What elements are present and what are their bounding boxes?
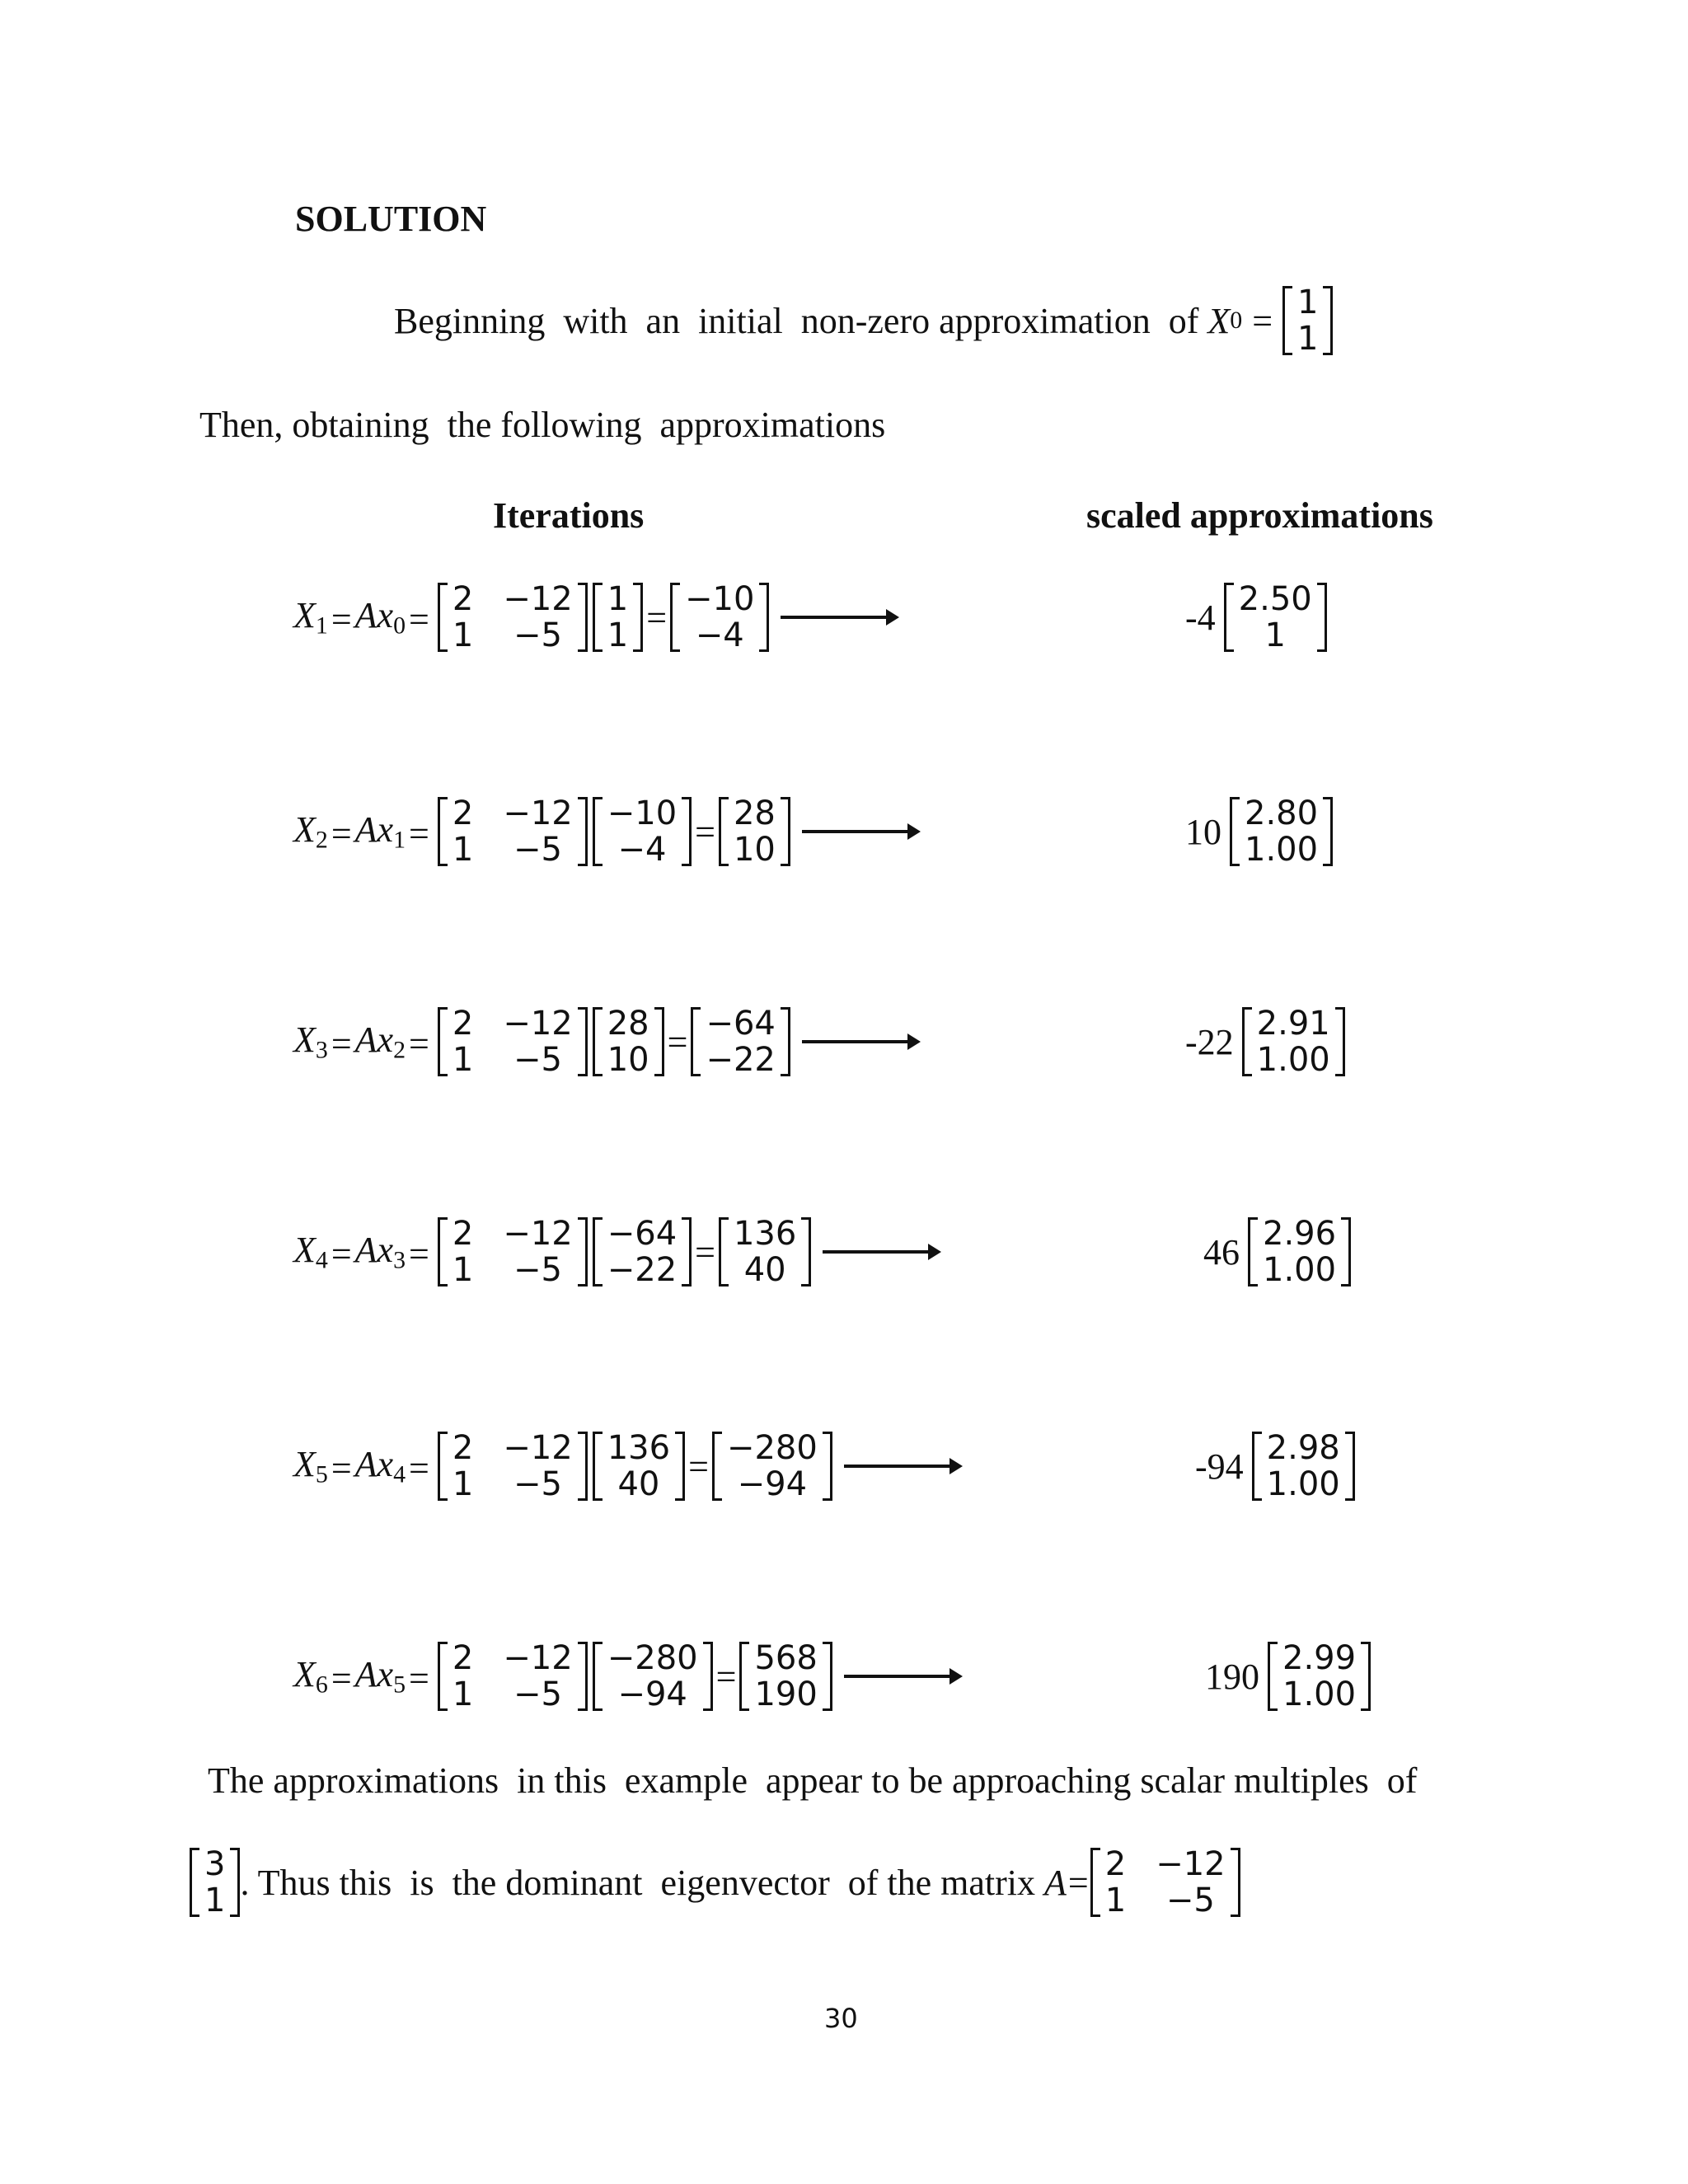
input-vector [593,795,692,868]
conclusion-line-2 [190,1846,1240,1919]
matrix-entry: 2 [452,1215,474,1253]
vector-entry: 1.00 [1256,1041,1330,1079]
lhs-var: X [293,1654,316,1695]
mid-sub: 3 [393,1246,406,1274]
iteration-lhs [293,1653,433,1699]
matrix-entry: −5 [513,616,562,654]
matrix-entry: 1 [452,1675,474,1713]
scale-factor: -94 [1195,1446,1244,1487]
result-vector [670,581,769,654]
lhs-var: X [293,1444,316,1485]
equals-sign: = [331,1447,352,1488]
lhs-var: X [293,1019,316,1061]
vector-entry: −280 [607,1639,698,1677]
intro-text: Beginning with an initial non-zero approximation of [394,300,1208,341]
matrix-a [438,1640,588,1713]
scaled-vector [1224,581,1327,654]
intro-line [394,284,1333,357]
iteration-lhs [293,1019,433,1064]
matrix-entry: 2 [452,1005,474,1043]
scale-factor: 46 [1203,1231,1240,1272]
matrix-a-label: A [1044,1862,1067,1903]
then-text: Then, obtaining the following approximations [199,405,886,445]
vector-entry: 568 [754,1639,818,1677]
lhs-var: X [293,809,316,851]
matrix-entry: 2 [452,580,474,618]
vector-entry: 1.00 [1282,1675,1357,1713]
mid-sub: 5 [393,1671,406,1699]
mid-var: Ax [354,595,394,636]
scaled-vector [1252,1430,1355,1502]
matrix-a [438,1216,588,1288]
vector-entry: 1.00 [1263,1251,1337,1289]
mid-sub: 4 [393,1460,406,1488]
intro-var-sub: 0 [1230,307,1243,334]
vector-entry: 190 [754,1675,818,1713]
page-number: 30 [824,2003,858,2034]
iteration-lhs [293,808,433,854]
vector-entry: 40 [617,1465,660,1503]
matrix-entry: −5 [513,831,562,869]
input-vector [593,581,643,654]
vector-entry: 2.99 [1282,1639,1357,1677]
input-vector [593,1216,692,1288]
right-arrow-icon [844,1465,959,1468]
intro-var: X [1207,300,1231,341]
vector-entry: 136 [607,1429,671,1467]
mid-sub: 0 [393,612,406,640]
lhs-sub: 4 [315,1246,328,1274]
scaled-approximation [1185,1005,1345,1078]
lhs-sub: 5 [315,1460,328,1488]
right-arrow-icon [781,616,896,619]
vector-entry: −94 [617,1675,687,1713]
equals-sign: = [409,1023,429,1064]
matrix-a [438,1005,588,1078]
scaled-approximation [1203,1216,1351,1288]
vector-entry: −4 [617,831,667,869]
scale-factor: -22 [1185,1021,1234,1062]
result-vector [691,1005,790,1078]
initial-vector-entry: 1 [1297,320,1319,358]
input-vector [593,1430,685,1502]
equals-sign: = [695,811,715,852]
scaled-approximation [1185,795,1333,868]
matrix-a-final [1090,1846,1240,1919]
result-vector [739,1640,832,1713]
matrix-entry: 2 [452,1639,474,1677]
matrix-entry: 1 [452,1465,474,1503]
equals-sign: = [331,1657,352,1699]
vector-entry: −94 [737,1465,808,1503]
matrix-entry: 1 [452,1251,474,1289]
matrix-entry: 2 [452,1429,474,1467]
mid-var: Ax [354,1019,394,1061]
equals-sign: = [409,1657,429,1699]
matrix-entry: 1 [452,616,474,654]
scaled-vector [1248,1216,1351,1288]
result-vector [719,1216,811,1288]
vector-entry: −280 [726,1429,818,1467]
vector-entry: 28 [607,1005,649,1043]
vector-entry: 2.98 [1266,1429,1340,1467]
matrix-entry: −12 [503,580,573,618]
matrix-entry: −5 [1165,1882,1215,1919]
initial-vector-entry: 1 [1297,284,1319,321]
lhs-sub: 3 [315,1036,328,1064]
vector-entry: −22 [706,1041,776,1079]
scale-factor: 10 [1185,811,1221,852]
iteration-row [293,1640,959,1713]
solution-heading: SOLUTION [295,199,487,239]
eigenvector-entry: 1 [204,1882,226,1919]
iteration-row [293,1430,959,1502]
mid-var: Ax [354,1444,394,1485]
lhs-sub: 1 [315,612,328,640]
iterations-column-heading: Iterations [493,495,645,536]
eigenvector-entry: 3 [204,1845,226,1883]
vector-entry: 1.00 [1245,831,1319,869]
matrix-entry: −5 [513,1465,562,1503]
result-vector [719,795,790,868]
iteration-lhs [293,594,433,640]
conclusion-line-1: The approximations in this example appear to be approaching scalar multiples of [208,1760,1418,1801]
mid-var: Ax [354,1230,394,1271]
scaled-column-heading: scaled approximations [1086,495,1433,536]
matrix-entry: −12 [503,1005,573,1043]
matrix-entry: 1 [452,831,474,869]
vector-entry: 2.80 [1245,794,1319,832]
vector-entry: 2.91 [1256,1005,1330,1043]
iteration-row [293,1005,917,1078]
vector-entry: 1.00 [1266,1465,1340,1503]
lhs-var: X [293,595,316,636]
scaled-vector [1268,1640,1371,1713]
vector-entry: −10 [607,794,678,832]
vector-entry: −64 [607,1215,678,1253]
equals-sign: = [715,1656,737,1697]
equals-sign: = [331,813,352,854]
vector-entry: 28 [733,794,776,832]
matrix-entry: −5 [513,1251,562,1289]
mid-sub: 2 [393,1036,406,1064]
matrix-entry: 2 [1104,1845,1127,1883]
matrix-entry: −12 [503,1639,573,1677]
equals-sign: = [409,598,429,640]
vector-entry: 2.96 [1263,1215,1337,1253]
matrix-entry: −5 [513,1675,562,1713]
iteration-row [293,1216,938,1288]
scaled-approximation [1195,1430,1355,1502]
lhs-sub: 2 [315,826,328,854]
vector-entry: 136 [733,1215,797,1253]
scaled-vector [1230,795,1333,868]
vector-entry: 10 [607,1041,649,1079]
right-arrow-icon [823,1250,938,1254]
matrix-entry: −12 [503,1429,573,1467]
vector-entry: −10 [685,580,755,618]
right-arrow-icon [844,1675,959,1678]
equals-sign: = [688,1446,709,1487]
matrix-entry: 1 [1104,1882,1127,1919]
vector-entry: −4 [695,616,744,654]
right-arrow-icon [802,1040,917,1043]
conclusion-equals: = [1067,1862,1089,1903]
scaled-approximation [1205,1640,1371,1713]
equals-sign: = [409,813,429,854]
matrix-entry: −12 [503,794,573,832]
vector-entry: −64 [706,1005,776,1043]
matrix-entry: −12 [503,1215,573,1253]
vector-entry: 1 [607,580,629,618]
scaled-vector [1242,1005,1345,1078]
equals-sign: = [646,597,668,638]
equals-sign: = [695,1231,715,1272]
conclusion-text: . Thus this is the dominant eigenvector of the matrix [240,1862,1045,1903]
intro-equals: = [1252,300,1273,341]
matrix-entry: 1 [452,1041,474,1079]
vector-entry: 2.50 [1238,580,1312,618]
iteration-lhs [293,1443,433,1488]
right-arrow-icon [802,830,917,833]
vector-entry: 40 [743,1251,786,1289]
mid-var: Ax [354,1654,394,1695]
matrix-entry: 2 [452,794,474,832]
lhs-var: X [293,1230,316,1271]
scaled-approximation [1185,581,1327,654]
iteration-row [293,581,896,654]
vector-entry: 10 [733,831,776,869]
vector-entry: 1 [607,616,629,654]
equals-sign: = [409,1447,429,1488]
matrix-entry: −5 [513,1041,562,1079]
scale-factor: -4 [1185,597,1216,638]
vector-entry: −22 [607,1251,678,1289]
initial-vector [1282,284,1333,357]
iteration-row [293,795,917,868]
input-vector [593,1640,713,1713]
equals-sign: = [331,598,352,640]
equals-sign: = [331,1233,352,1274]
matrix-a [438,581,588,654]
scale-factor: 190 [1205,1656,1259,1697]
vector-entry: 1 [1264,616,1286,654]
equals-sign: = [409,1233,429,1274]
iteration-lhs [293,1229,433,1274]
equals-sign: = [667,1021,688,1062]
mid-var: Ax [354,809,394,851]
result-vector [712,1430,832,1502]
lhs-sub: 6 [315,1671,328,1699]
mid-sub: 1 [393,826,406,854]
eigenvector [190,1846,240,1919]
matrix-a [438,1430,588,1502]
equals-sign: = [331,1023,352,1064]
matrix-a [438,795,588,868]
matrix-entry: −12 [1156,1845,1226,1883]
input-vector [593,1005,664,1078]
